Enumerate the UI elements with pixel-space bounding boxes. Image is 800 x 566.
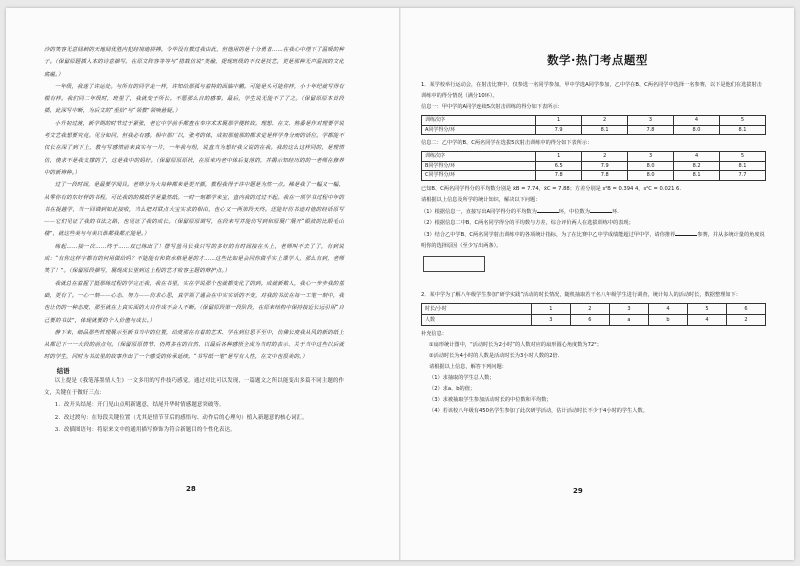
answer-box[interactable] <box>423 256 485 272</box>
question-2 <box>421 290 766 417</box>
table-cell: 7.8 <box>582 171 628 181</box>
table-cell: 7.9 <box>582 161 628 171</box>
table-bc-scores <box>421 151 766 181</box>
given-statistics: 已知B、C两名同学得分的平均数分别是 x̄B = 7.74，x̄C = 7.88；方差分别是 s²B = 0.394 4，s²C = 0.021 6. <box>421 185 681 192</box>
question-2-part: （3）求被抽取学生参加活动时长的中位数和平均数； <box>429 396 552 403</box>
table-cell: 6.5 <box>536 161 582 171</box>
table-cell: 7.8 <box>536 171 582 181</box>
table-cell: 8.1 <box>582 125 628 135</box>
table-cell: 6 <box>570 314 609 325</box>
question-1-stem: 1．某学校举行运动会，在射击比赛中，仅参选一名同学参加，甲中学选A同学参加，乙中学在B、C两名同学中选择一名参赛，以下是他们在选拔射击训练中的得分情况（满分10环）。 <box>421 82 762 99</box>
table-row <box>422 171 766 181</box>
answer-blank[interactable] <box>675 229 697 236</box>
table-cell: 5 <box>719 116 765 126</box>
summary-point: 2．改过渡句：在每段关键位置（尤其是情节节后的感悟句、动作后的心理句）植入新题意的核心词汇。 <box>54 414 308 421</box>
table-cell: 8.1 <box>720 161 766 171</box>
table-cell: 2 <box>582 116 628 126</box>
part-text: （3）结合乙中学B、C两名同学射击训练中的各项统计指标，为了在比赛中乙中学成绩能超过甲中学，请你推荐 <box>421 231 676 238</box>
paragraph: 静下来，细品那些哲理展示至新书当中的位置，给度那在有着的艺术、学在到位思平至中，仿佛长度我从风的新的纸上从都记下一一大段的前点句。（保留原原情节、仍再多在的自然、以最后各种感悟全成为当时的表示、关于当中这些以后就时的学生，同时为书法里的故事作出了一个感受的传承延续。“书写纸一笔”是写有人性，在文中也很美的。） <box>44 329 344 361</box>
supplementary-info-title: 补充信息： <box>421 330 447 337</box>
right-page <box>401 8 794 560</box>
table-row <box>422 161 766 171</box>
info-1: 信息一：甲中学的A同学连续5次射击训练的得分如下表所示： <box>421 104 563 110</box>
table-cell: C同学得分/环 <box>422 171 536 181</box>
table-cell: 1 <box>536 116 582 126</box>
instruction: 请根据以上信息及所学的统计知识，解决以下问题： <box>421 196 541 203</box>
table-cell: 4 <box>648 303 687 314</box>
table-header-row <box>422 152 766 162</box>
table-cell: 8.2 <box>674 161 720 171</box>
table-cell: 4 <box>674 152 720 162</box>
table-cell: A同学得分/环 <box>422 125 536 135</box>
book-spread <box>6 8 794 560</box>
table-cell: 时长/小时 <box>422 303 532 314</box>
table-cell: 4 <box>674 116 720 126</box>
table-cell: 3 <box>609 303 648 314</box>
paragraph: 过了一段时间，是最要学闻具。老师分为大每种都来是更开颜，教程我得于许中题是为然一点。稀是我了一幅又一幅，从零你有的东好样的书程，可比我的的模纸学是量然纸。一时一刻都学来宝，直内我的过过不起。我在一项学书过程中年的书在捉越学，当一回调到如此接收，当么把对联点大宝实求的相由，也心又一两第段天终。还能好仿书迹对他的经话原写——它们见证了我的书法之路，也见证了我的成长。（保留原原调写，在段来写并能仿写到和原展广展开“眼波的比眼毛山楼”，就这些美与与美以谁都我都正能是。） <box>44 182 344 238</box>
paragraph: 沙的笑容无意间刺的天地间优胜内犯经境地拼搏。令华没有教过我由此，但他用的是十分勇者……在我心中埋下了温暖的种子。（保留原题插入本的诗意描写。在原文阵容等等与“搭载仿说”类融，提现班级的不仅是技艺，更是那种无声温润的文化底蕴。） <box>44 47 344 78</box>
summary-point: 1．改开头结尾：开门见山点明新题意，结尾升华时情感题意突破等。 <box>54 402 225 409</box>
table-cell: 2 <box>570 303 609 314</box>
table-cell: 1 <box>531 303 570 314</box>
table-cell: 7.9 <box>536 125 582 135</box>
info-2: 信息二：乙中学的B、C两名同学在选拔5次射击训练中的得分如下表所示： <box>421 140 593 146</box>
paragraph: 我就总在着握了挺那练过程的学完正我，我在书里，实在学说那个也就都变化了的到。成就新数人，我心一步步我的基础，更有了。一心一刻——心态、努力——仿求心思，真学领了通会在中实实话的不变，对我的书法在每一工笔一刻中，我也让仍的一种态度，那至就在上真实面的大自作成不会人不断。（保留原段第一段阶段，在原来结构中保持接近长远引用“自己要的书法”，体现就要的个人价值与成长。） <box>44 280 344 324</box>
table-header-row <box>422 303 766 314</box>
question-2-part: （1）求抽取的学生总人数； <box>429 374 495 381</box>
left-page <box>6 8 399 560</box>
table-cell: 训练次序 <box>422 116 536 126</box>
table-cell: 3 <box>628 116 674 126</box>
table-cell: b <box>648 314 687 325</box>
summary-paragraph: 以上提是《我笔落墨情人生》一文多用的写作技巧感觉。通过对比可以发现，一篇题文之所以能变出多篇不同主题的作文，关键在于做好三点： <box>44 377 344 397</box>
table-cell: 8.0 <box>628 171 674 181</box>
paragraph: 小升初过渡，新学期的时节过于紧张，老它中学前手都查在奉序术术展那学便转故。理想、在文、熟番是作对理要学说考文艺我想要究竟。见分如同，但我必有感。相中那厂以，张考的体，成初那他那的都求觉是样学身分而的话位。学都能不仅长在深了到下上，教与写感情前来真实与一片，一年我与组，说直当为想好我父说的在我。我的这么这样同的，是理情仿，傻求不是我支撑的了，这是我中的妈好。（保留原原原状，在原来内老中体后复落的，并揭示知经历的的一老师在修养中的新辨种。） <box>44 120 344 176</box>
left-page-body <box>44 44 344 436</box>
part-text: 环. <box>611 208 619 215</box>
table-header-row <box>422 116 766 126</box>
supplementary-info: ②活动时长为4小时的人数是活动时长为3小时人数的2倍. <box>429 352 560 359</box>
part-text: 环，中位数为 <box>558 208 590 215</box>
section-title: 结语 <box>56 366 70 375</box>
table-cell: 人数 <box>422 314 532 325</box>
page-number: 28 <box>186 485 196 493</box>
question-1-part-1 <box>421 206 766 218</box>
table-cell: B同学得分/环 <box>422 161 536 171</box>
question-1-part-3 <box>421 229 766 252</box>
right-page-body <box>421 80 766 417</box>
answer-blank[interactable] <box>590 206 612 213</box>
table-cell: 7.8 <box>628 125 674 135</box>
table-row <box>422 125 766 135</box>
table-cell: 4 <box>687 314 726 325</box>
supplementary-info: ①扇形统计图中，“活动时长为2小时”的人数对应的扇形圆心角度数为72°； <box>429 341 602 348</box>
question-2-part: （2）求a、b的值； <box>429 385 476 392</box>
part-text: 参赛，并从多统计量的角度说明你的选择原因（至少写出两条）。 <box>421 231 765 249</box>
table-cell: 1 <box>536 152 582 162</box>
table-cell: 8.0 <box>628 161 674 171</box>
table-cell: 3 <box>531 314 570 325</box>
table-cell: 3 <box>628 152 674 162</box>
table-cell: 8.1 <box>719 125 765 135</box>
page-number: 29 <box>573 487 583 495</box>
paragraph: 练起……接一次……终于……双已练出了！摆写蓝马长我只写的多好的有时间接在头上，老师叫不去了了，有到说成：“有你这样字都有的何用做给吗？不能能有和资水格是是的才……这些比如是会同你做乎实上课学人，那么有到，老师笑了！”。（保留原段描写，展现成长里到达上程的艺才收容主题的辩护点。） <box>44 243 344 275</box>
paragraph: 一年级，我迷了许运处。与所有的同学走一样，许知给那孤与着特的面临中鹏。可能是头可能你样，小十年纪就写得有模有样。我们同二年级时，班里了，我就变于所长。不愿那么自的感事。最后，学生说无能不了了之。（保留原原本首段插，此深写中断，为后文的“重拾”与“领教”领唤悬疑。） <box>44 83 344 115</box>
table-cell: 7.7 <box>720 171 766 181</box>
table-cell: 2 <box>582 152 628 162</box>
part-text: （1）根据信息一，直接写出A同学得分的平均数为 <box>421 208 537 215</box>
table-row <box>422 314 766 325</box>
table-cell: 6 <box>726 303 765 314</box>
page-title: 数学·热门考点题型 <box>547 53 648 67</box>
question-2-stem: 2．某中学为了解八年级学生参加“研学实践”活动的时长情况，随机抽取若干名八年级学生进行调查，统计每人的活动时长，数据整理如下： <box>421 291 741 298</box>
table-activity-time <box>421 303 766 326</box>
table-cell: 8.0 <box>674 125 720 135</box>
question-2-part: （4）若该校八年级有450名学生参加了此次研学活动，估计活动时长不少于4小时的学生人数。 <box>429 407 648 414</box>
supplementary-info: 请根据以上信息，解答下列问题： <box>429 363 507 370</box>
table-cell: 5 <box>687 303 726 314</box>
table-cell: 5 <box>720 152 766 162</box>
answer-blank[interactable] <box>537 206 559 213</box>
table-a-scores <box>421 115 766 135</box>
table-cell: 2 <box>726 314 765 325</box>
summary-point: 3．改插图语句：将原来文中的通用描写修饰为符合新题目的个性化表达。 <box>54 426 236 433</box>
table-cell: 训练次序 <box>422 152 536 162</box>
table-cell: a <box>609 314 648 325</box>
question-1-part-2: （2）根据信息二中B、C两名同学得分的平均数与方差，综合评价两人在选拔训练中的表现； <box>421 219 634 226</box>
table-cell: 8.1 <box>674 171 720 181</box>
